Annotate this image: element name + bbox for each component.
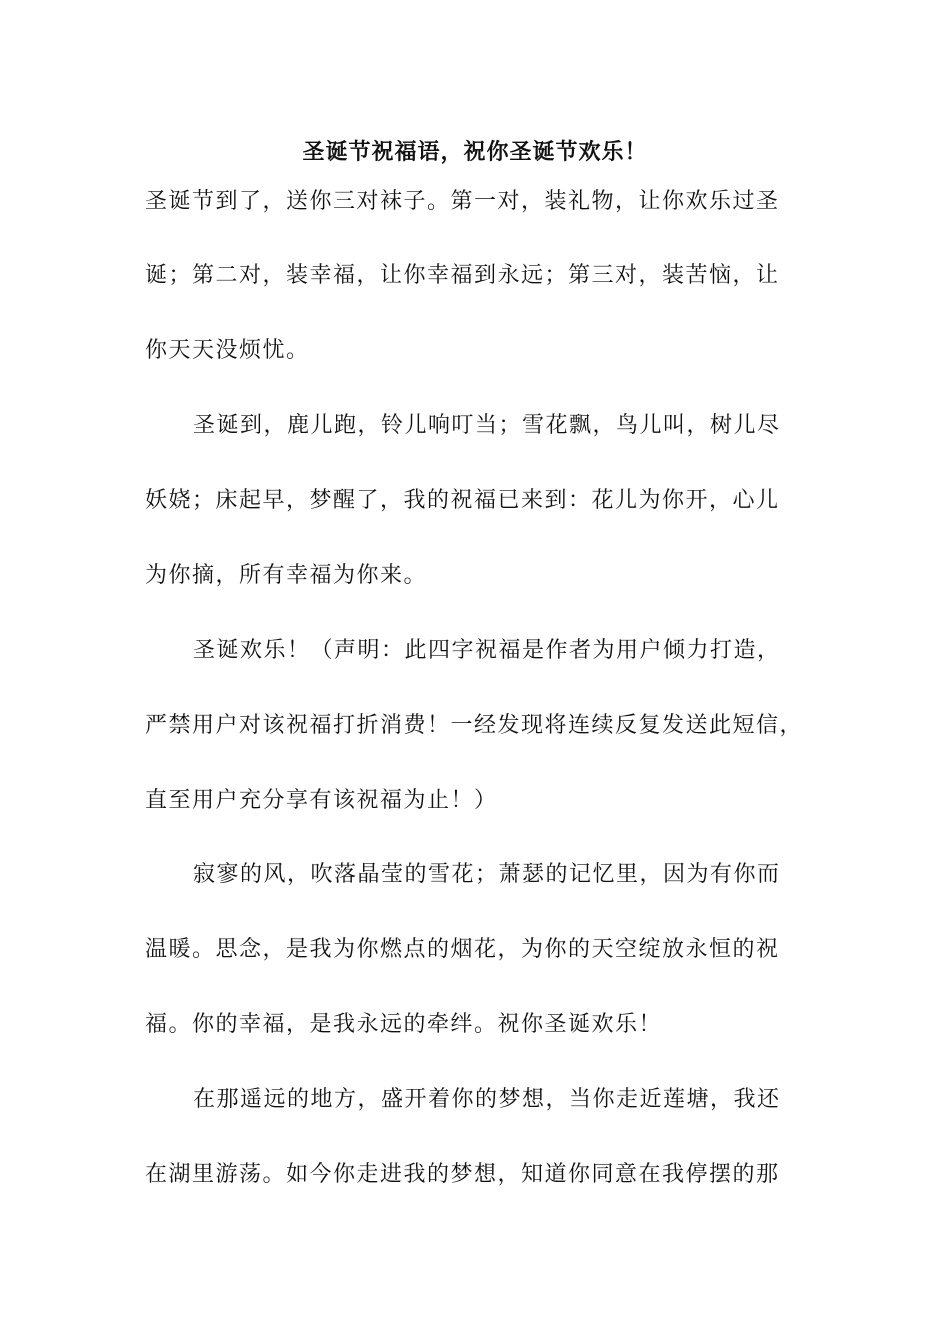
paragraph-line: 诞；第二对，装幸福，让你幸福到永远；第三对，装苦恼，让 [145,263,780,288]
paragraph-line: 在湖里游荡。如今你走进我的梦想，知道你同意在我停摆的那 [145,1162,780,1187]
paragraph-line: 直至用户充分享有该祝福为止！） [145,788,498,813]
paragraph-line: 妖娆；床起早，梦醒了，我的祝福已来到：花儿为你开，心儿 [145,488,780,513]
paragraph-line: 寂寥的风，吹落晶莹的雪花；萧瑟的记忆里，因为有你而 [193,862,781,887]
paragraph-line: 为你摘，所有幸福为你来。 [145,563,428,588]
paragraph-line: 你天天没烦忧。 [145,338,310,363]
paragraph-line: 圣诞到，鹿儿跑，铃儿响叮当；雪花飘，鸟儿叫，树儿尽 [193,413,781,438]
paragraph-line: 严禁用户对该祝福打折消费！一经发现将连续反复发送此短信， [145,713,804,738]
document-title: 圣诞节祝福语，祝你圣诞节欢乐！ [302,139,648,165]
paragraph-line: 温暖。思念，是我为你燃点的烟花，为你的天空绽放永恒的祝 [145,937,780,962]
paragraph-line: 圣诞欢乐！（声明：此四字祝福是作者为用户倾力打造， [193,638,781,663]
paragraph-line: 福。你的幸福，是我永远的牵绊。祝你圣诞欢乐！ [145,1012,663,1037]
paragraph-line: 圣诞节到了，送你三对袜子。第一对，装礼物，让你欢乐过圣 [145,189,780,214]
paragraph-line: 在那遥远的地方，盛开着你的梦想，当你走近莲塘，我还 [193,1087,781,1112]
